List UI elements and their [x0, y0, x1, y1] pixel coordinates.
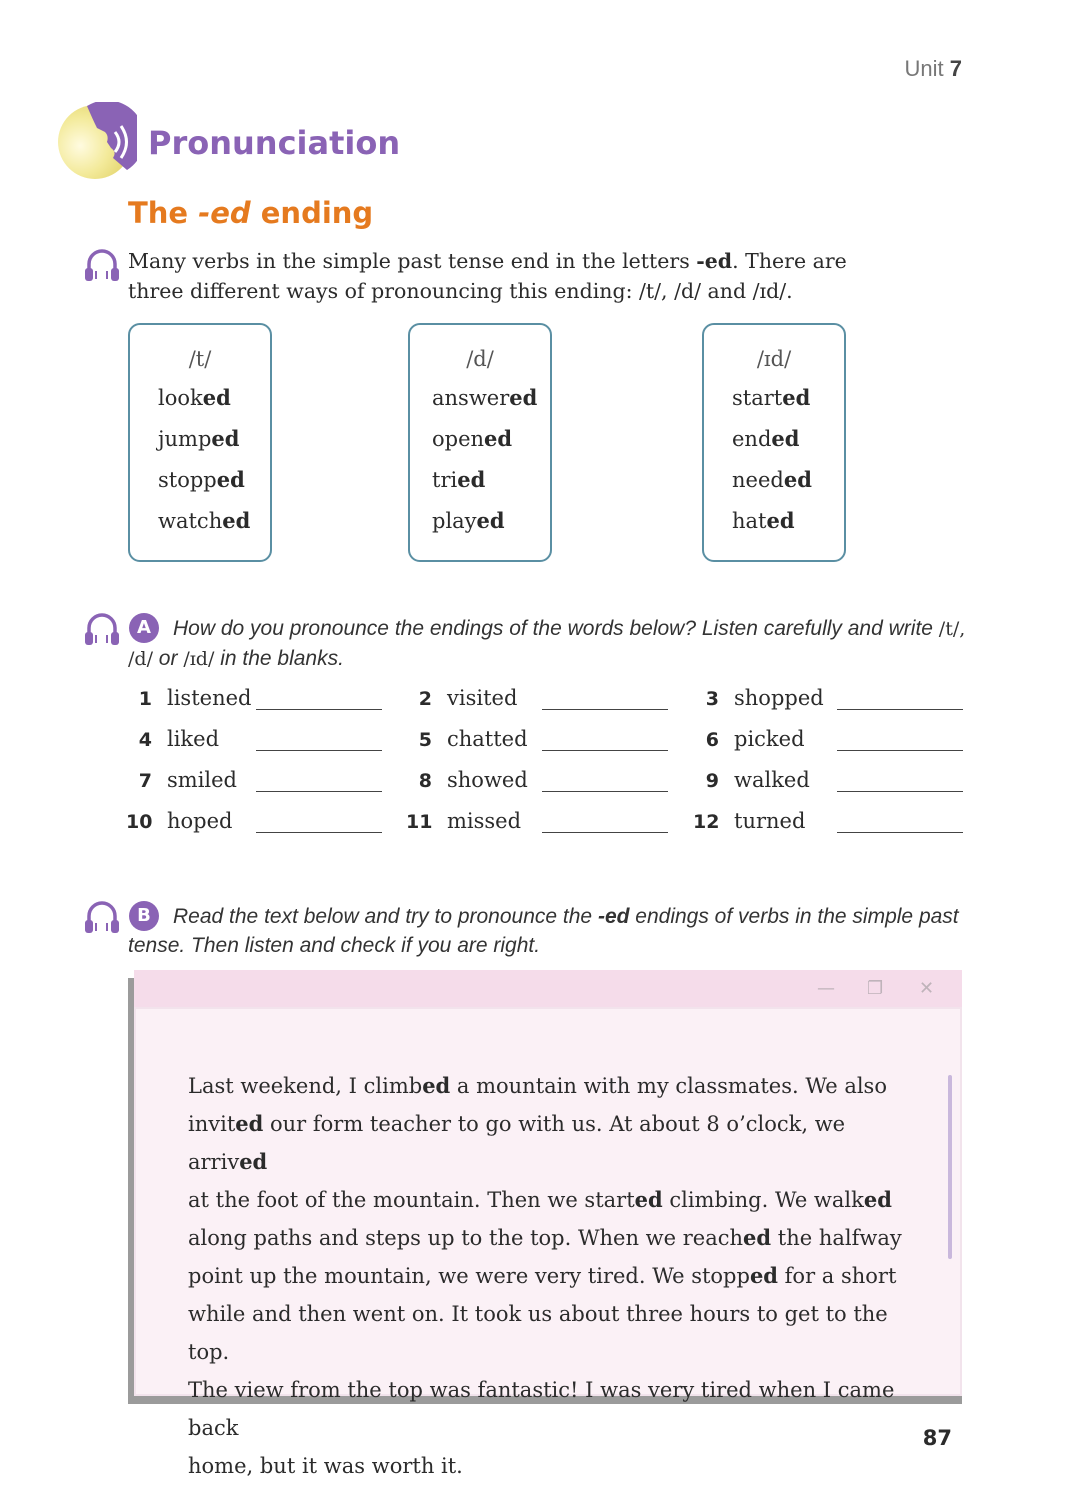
box-word: hated: [732, 508, 795, 533]
exercise-a-instructions: How do you pronounce the endings of the words below? Listen carefully and write /t/, /d/ or /ɪd/ in the blanks.: [128, 617, 966, 670]
item-number: 9: [705, 770, 719, 792]
headphones-icon[interactable]: [83, 610, 121, 648]
box-word: jumped: [158, 426, 240, 451]
passage-line: home, but it was worth it.: [188, 1454, 463, 1478]
close-icon[interactable]: ✕: [919, 978, 935, 999]
passage-line: point up the mountain, we were very tired. We stopped for a short: [188, 1263, 897, 1288]
item-word: visited: [447, 686, 518, 710]
item-number: 5: [418, 729, 432, 751]
headphones-icon[interactable]: [83, 898, 121, 936]
word-box-d: [408, 323, 552, 562]
item-number: 8: [418, 770, 432, 792]
answer-blank[interactable]: [256, 791, 382, 792]
answer-blank[interactable]: [837, 709, 963, 710]
item-number: 7: [138, 770, 152, 792]
word-box-id: [702, 323, 846, 562]
item-number: 10: [126, 811, 153, 833]
box-word: watched: [158, 508, 251, 533]
item-word: picked: [734, 727, 805, 751]
item-number: 1: [138, 688, 152, 710]
scrollbar[interactable]: [948, 1075, 952, 1259]
box-heading: /t/: [188, 347, 212, 371]
unit-label: Unit 7: [904, 56, 962, 81]
headphones-icon[interactable]: [83, 246, 121, 284]
answer-blank[interactable]: [256, 750, 382, 751]
answer-blank[interactable]: [542, 709, 668, 710]
answer-blank[interactable]: [837, 832, 963, 833]
box-word: ended: [732, 426, 800, 451]
window-title-bar: [134, 970, 962, 1007]
item-number: 2: [418, 688, 432, 710]
passage-line: along paths and steps up to the top. When we reached the halfway: [188, 1225, 902, 1250]
reading-passage: [188, 1067, 928, 1485]
item-word: liked: [167, 727, 220, 751]
passage-line: Last weekend, I climbed a mountain with my classmates. We also: [188, 1073, 887, 1098]
item-number: 12: [693, 811, 720, 833]
item-number: 4: [138, 729, 152, 751]
box-word: needed: [732, 467, 812, 492]
passage-line: The view from the top was fantastic! I was very tired when I came back: [188, 1378, 895, 1440]
exercise-b-instructions: Read the text below and try to pronounce the -ed endings of verbs in the simple past tense. Then listen and check if you are right.: [128, 905, 959, 957]
box-word: opened: [432, 426, 513, 451]
word-box-t: [128, 323, 272, 562]
item-number: 6: [705, 729, 719, 751]
answer-blank[interactable]: [256, 709, 382, 710]
item-number: 3: [705, 688, 719, 710]
passage-line: at the foot of the mountain. Then we started climbing. We walked: [188, 1187, 892, 1212]
item-word: smiled: [167, 768, 237, 792]
item-word: listened: [167, 686, 252, 710]
exercise-a-badge: A: [129, 613, 159, 643]
answer-blank[interactable]: [837, 791, 963, 792]
intro-text: Many verbs in the simple past tense end in the letters -ed. There are three different ways of pronouncing this ending: /t/, /d/ and /ɪd/.: [128, 249, 847, 303]
item-word: hoped: [167, 809, 233, 833]
answer-blank[interactable]: [837, 750, 963, 751]
item-number: 11: [406, 811, 433, 833]
box-word: looked: [158, 385, 231, 410]
unit-number: 7: [949, 56, 962, 81]
item-word: chatted: [447, 727, 528, 751]
item-word: showed: [447, 768, 528, 792]
item-word: turned: [734, 809, 806, 833]
answer-blank[interactable]: [542, 832, 668, 833]
box-word: played: [432, 508, 505, 533]
subtitle: The -ed ending: [128, 196, 374, 230]
answer-blank[interactable]: [542, 791, 668, 792]
box-word: tried: [432, 467, 486, 492]
passage-line: invited our form teacher to go with us. At about 8 o’clock, we arrived: [188, 1111, 846, 1174]
page-number: 87: [922, 1426, 952, 1450]
restore-icon[interactable]: ❐: [867, 978, 884, 999]
section-title: Pronunciation: [148, 124, 401, 162]
item-word: walked: [734, 768, 810, 792]
box-word: answered: [432, 385, 538, 410]
box-heading: /ɪd/: [756, 347, 792, 371]
box-heading: /d/: [466, 347, 494, 371]
item-word: missed: [447, 809, 522, 833]
speaking-head-icon: [57, 102, 137, 182]
exercise-b-badge: B: [129, 901, 159, 931]
minimize-icon[interactable]: —: [817, 978, 835, 999]
item-word: shopped: [734, 686, 824, 710]
answer-blank[interactable]: [256, 832, 382, 833]
box-word: stopped: [158, 467, 245, 492]
answer-blank[interactable]: [542, 750, 668, 751]
box-word: started: [732, 385, 811, 410]
passage-line: while and then went on. It took us about three hours to get to the top.: [188, 1302, 888, 1364]
